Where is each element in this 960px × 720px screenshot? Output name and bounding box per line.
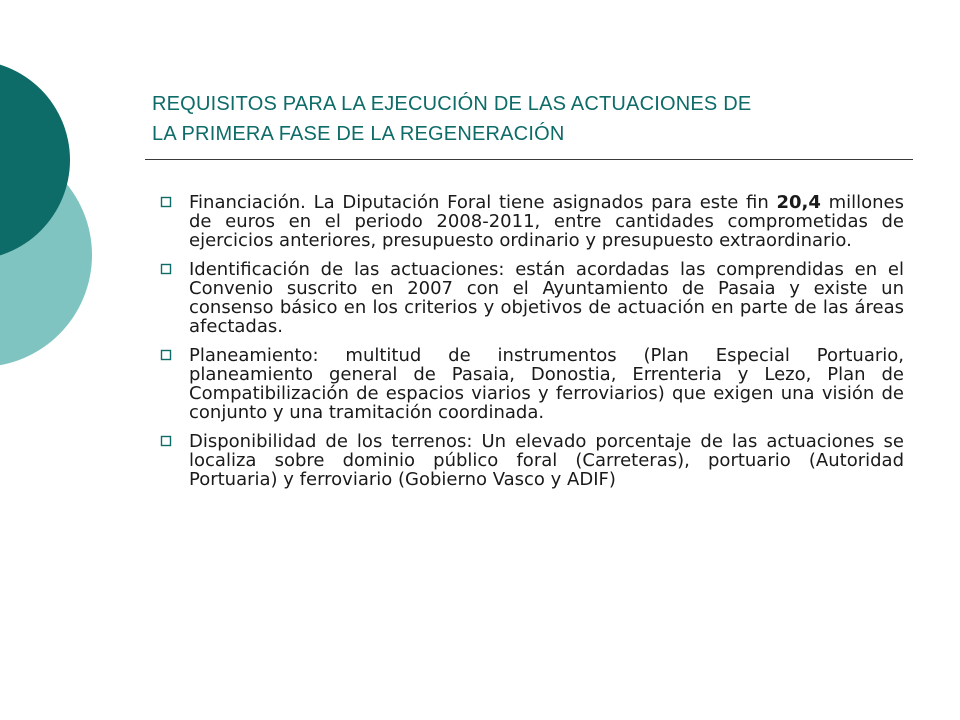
slide-title-line-2: LA PRIMERA FASE DE LA REGENERACIÓN bbox=[152, 123, 565, 145]
bullet-text bbox=[189, 260, 904, 336]
bullet-item bbox=[150, 346, 904, 422]
decorative-circles bbox=[0, 0, 140, 400]
bullet-text-segment: millones de euros en el periodo 2008-2011, entre cantidades comprometidas de ejercicios anteriores, presupuesto ordinario y presupuesto extraordinario. bbox=[189, 192, 904, 251]
bullet-item bbox=[150, 432, 904, 489]
bullet-text-segment: Disponibilidad de los terrenos: Un elevado porcentaje de las actuaciones se localiza sobre dominio público foral (Carreteras), portuario (Autoridad Portuaria) y ferroviario (Gobierno Vasco y ADIF) bbox=[189, 431, 904, 490]
checkbox-square-icon bbox=[160, 195, 172, 209]
bullet-text-segment: Planeamiento: multitud de instrumentos (Plan Especial Portuario, planeamiento general de Pasaia, Donostia, Errenteria y Lezo, Plan de Compatibilización de espacios viarios y ferroviarios) que exigen una visión de conjunto y una tramitación coordinada. bbox=[189, 345, 904, 423]
title-divider bbox=[145, 159, 913, 160]
bullet-text-segment: Financiación. La Diputación Foral tiene asignados para este fin bbox=[189, 192, 777, 213]
bullet-item bbox=[150, 193, 904, 250]
bullet-text bbox=[189, 193, 904, 250]
checkbox-square-icon bbox=[160, 262, 172, 276]
bullet-text bbox=[189, 432, 904, 489]
bullet-list bbox=[150, 193, 904, 499]
bullet-text-segment: Identificación de las actuaciones: están acordadas las comprendidas en el Convenio suscrito en 2007 con el Ayuntamiento de Pasaia y existe un consenso básico en los criterios y objetivos de actuación en parte de las áreas afectadas. bbox=[189, 259, 904, 337]
bullet-text-emphasis: 20,4 bbox=[776, 192, 821, 213]
bullet-item bbox=[150, 260, 904, 336]
slide-title-line-1: REQUISITOS PARA LA EJECUCIÓN DE LAS ACTUACIONES DE bbox=[152, 93, 752, 115]
bullet-text bbox=[189, 346, 904, 422]
checkbox-square-icon bbox=[160, 434, 172, 448]
checkbox-square-icon bbox=[160, 348, 172, 362]
slide-title bbox=[152, 89, 892, 149]
